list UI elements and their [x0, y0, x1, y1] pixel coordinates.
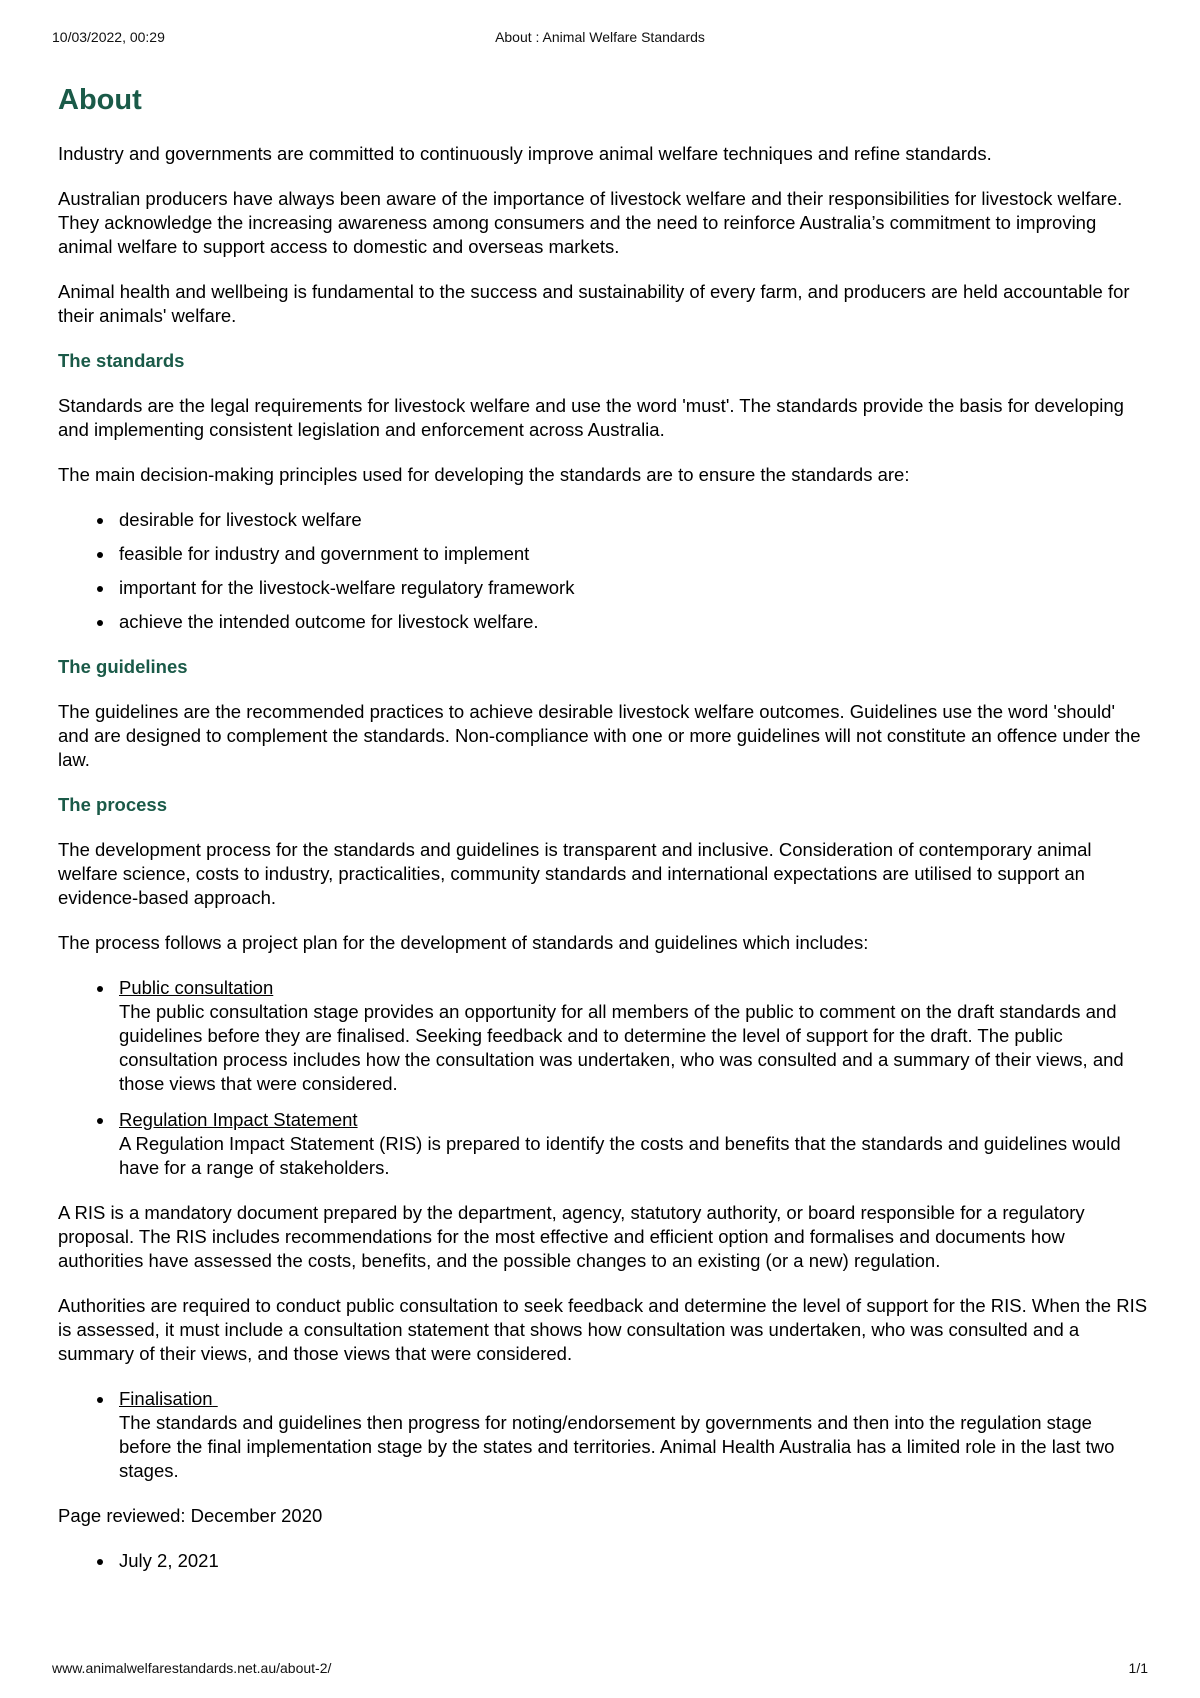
main-content: [58, 82, 1148, 1594]
list-item: desirable for livestock welfare: [119, 508, 1148, 532]
guidelines-heading: The guidelines: [58, 656, 188, 677]
print-doc-title: About : Animal Welfare Standards: [495, 29, 705, 45]
intro-paragraph-1: Industry and governments are committed to continuously improve animal welfare techniques and refine standards.: [58, 143, 992, 164]
list-item: feasible for industry and government to implement: [119, 542, 1148, 566]
published-date: July 2, 2021: [119, 1549, 1148, 1573]
list-item: [119, 1108, 1148, 1180]
list-item: important for the livestock-welfare regulatory framework: [119, 576, 1148, 600]
page-title: About: [58, 84, 142, 116]
ris-paragraph: A RIS is a mandatory document prepared by the department, agency, statutory authority, or board responsible for a regulatory proposal. The RIS includes recommendations for the most effective and efficient option and formalises and documents how authorities have assessed the costs, benefits, and the possible changes to an existing (or a new) regulation.: [58, 1202, 1085, 1271]
guidelines-paragraph: The guidelines are the recommended practices to achieve desirable livestock welfare outcomes. Guidelines use the word 'should' and are designed to complement the standards. Non-compliance with one or more guidelines will not constitute an offence under the law.: [58, 701, 1141, 770]
page-url: www.animalwelfarestandards.net.au/about-2/: [52, 1660, 332, 1676]
finalisation-list: [58, 1387, 1148, 1483]
standards-paragraph-1: Standards are the legal requirements for livestock welfare and use the word 'must'. The standards provide the basis for developing and implementing consistent legislation and enforcement across Australia.: [58, 395, 1124, 440]
intro-paragraph-3: Animal health and wellbeing is fundamental to the success and sustainability of every farm, and producers are held accountable for their animals' welfare.: [58, 281, 1130, 326]
process-paragraph-2: The process follows a project plan for the development of standards and guidelines which includes:: [58, 932, 869, 953]
finalisation-description: The standards and guidelines then progress for noting/endorsement by governments and then into the regulation stage before the final implementation stage by the states and territories. Animal Health Australia has a limited role in the last two stages.: [119, 1412, 1115, 1481]
print-footer: [52, 1660, 1148, 1680]
process-heading: The process: [58, 794, 167, 815]
intro-paragraph-2: Australian producers have always been aware of the importance of livestock welfare and their responsibilities for livestock welfare. They acknowledge the increasing awareness among consumers and the need to reinforce Australia’s commitment to improving animal welfare to support access to domestic and overseas markets.: [58, 188, 1123, 257]
page-number: 1/1: [1128, 1660, 1148, 1676]
public-consultation-description: The public consultation stage provides an opportunity for all members of the public to comment on the draft standards and guidelines before they are finalised. Seeking feedback and to determine the level of support for the draft. The public consultation process includes how the consultation was undertaken, who was consulted and a summary of their views, and those views that were considered.: [119, 1001, 1124, 1094]
regulation-impact-statement-link[interactable]: Regulation Impact Statement: [119, 1109, 358, 1130]
process-paragraph-1: The development process for the standards and guidelines is transparent and inclusive. Consideration of contemporary animal welfare science, costs to industry, practicalities, community standards and international expectations are utilised to support an evidence-based approach.: [58, 839, 1092, 908]
page-reviewed: Page reviewed: December 2020: [58, 1505, 323, 1526]
standards-principles-list: [58, 508, 1148, 634]
print-header: [52, 29, 1148, 49]
finalisation-link[interactable]: Finalisation: [119, 1388, 213, 1409]
process-steps-list: [58, 976, 1148, 1180]
public-consultation-link[interactable]: Public consultation: [119, 977, 274, 998]
regulation-impact-statement-description: A Regulation Impact Statement (RIS) is prepared to identify the costs and benefits that the standards and guidelines would have for a range of stakeholders.: [119, 1133, 1121, 1178]
print-datetime: 10/03/2022, 00:29: [52, 29, 165, 45]
authorities-paragraph: Authorities are required to conduct public consultation to seek feedback and determine the level of support for the RIS. When the RIS is assessed, it must include a consultation statement that shows how consultation was undertaken, who was consulted and a summary of their views, and those views that were considered.: [58, 1295, 1148, 1364]
list-item: [119, 1387, 1148, 1483]
standards-heading: The standards: [58, 350, 185, 371]
list-item: achieve the intended outcome for livestock welfare.: [119, 610, 1148, 634]
list-item: [119, 976, 1148, 1096]
date-list: [58, 1549, 1148, 1573]
standards-paragraph-2: The main decision-making principles used for developing the standards are to ensure the standards are:: [58, 464, 910, 485]
